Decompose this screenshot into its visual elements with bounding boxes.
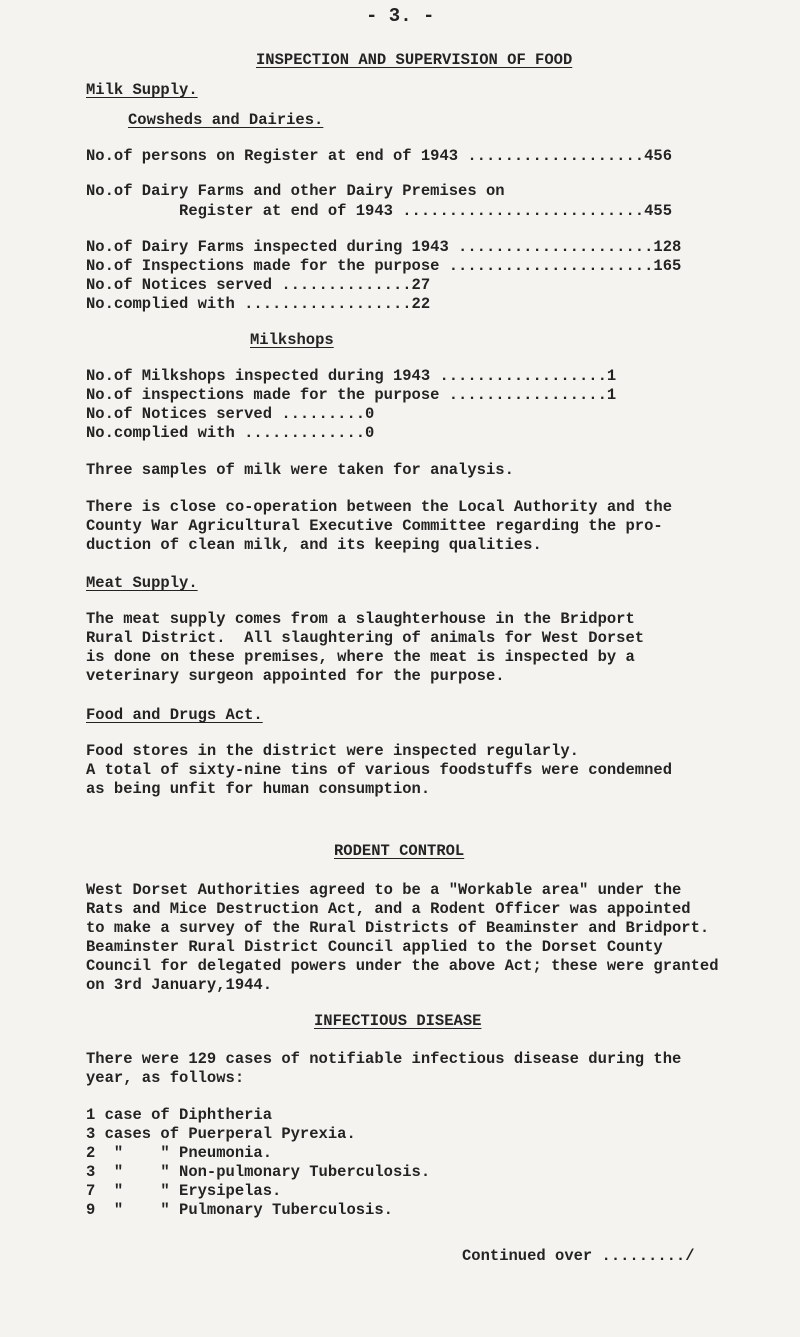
report-heading: INSPECTION AND SUPERVISION OF FOOD (256, 51, 573, 69)
disease-case-item: 2 " " Pneumonia. (86, 1144, 273, 1162)
milk-row: No.of Dairy Farms and other Dairy Premises on (86, 182, 505, 200)
milk-samples-paragraph: Three samples of milk were taken for analysis. (86, 461, 514, 479)
page-number: - 3. - (366, 5, 435, 27)
milk-row: No.of Notices served ..............27 (86, 276, 431, 294)
rodent-line: Council for delegated powers under the above Act; these were granted (86, 957, 719, 975)
infectious-disease-heading: INFECTIOUS DISEASE (314, 1012, 482, 1030)
food-drugs-line: as being unfit for human consumption. (86, 780, 431, 798)
disease-case-item: 7 " " Erysipelas. (86, 1182, 282, 1200)
disease-case-item: 9 " " Pulmonary Tuberculosis. (86, 1201, 393, 1219)
milkshop-row: No.of Notices served .........0 (86, 405, 375, 423)
milk-row: No.of Inspections made for the purpose ......................165 (86, 257, 682, 275)
milkshop-row: No.of inspections made for the purpose .................1 (86, 386, 617, 404)
rodent-control-heading: RODENT CONTROL (334, 842, 465, 860)
meat-line: The meat supply comes from a slaughterhouse in the Bridport (86, 610, 635, 628)
cooperation-line: There is close co-operation between the Local Authority and the (86, 498, 672, 516)
milkshop-row: No.of Milkshops inspected during 1943 ..................1 (86, 367, 617, 385)
meat-line: Rural District. All slaughtering of animals for West Dorset (86, 629, 645, 647)
rodent-line: West Dorset Authorities agreed to be a "Workable area" under the (86, 881, 682, 899)
cooperation-line: duction of clean milk, and its keeping qualities. (86, 536, 542, 554)
continued-over-footer: Continued over ........./ (462, 1247, 695, 1265)
rodent-line: on 3rd January,1944. (86, 976, 273, 994)
milk-row: No.complied with ..................22 (86, 295, 431, 313)
meat-supply-heading: Meat Supply. (86, 574, 198, 592)
cowsheds-heading: Cowsheds and Dairies. (128, 111, 324, 129)
food-drugs-line: Food stores in the district were inspected regularly. (86, 742, 579, 760)
milk-row: No.of persons on Register at end of 1943 ...................456 (86, 147, 672, 165)
milk-row: Register at end of 1943 ..........................455 (86, 202, 672, 220)
rodent-line: Beaminster Rural District Council applied to the Dorset County (86, 938, 663, 956)
cooperation-line: County War Agricultural Executive Committee regarding the pro- (86, 517, 663, 535)
meat-line: veterinary surgeon appointed for the purpose. (86, 667, 505, 685)
rodent-line: to make a survey of the Rural Districts of Beaminster and Bridport. (86, 919, 710, 937)
milkshops-heading: Milkshops (250, 331, 334, 349)
disease-case-item: 1 case of Diphtheria (86, 1106, 273, 1124)
disease-case-item: 3 " " Non-pulmonary Tuberculosis. (86, 1163, 431, 1181)
disease-case-item: 3 cases of Puerperal Pyrexia. (86, 1125, 356, 1143)
infectious-intro-line: There were 129 cases of notifiable infectious disease during the (86, 1050, 682, 1068)
milk-supply-heading: Milk Supply. (86, 81, 198, 99)
food-drugs-heading: Food and Drugs Act. (86, 706, 263, 724)
rodent-line: Rats and Mice Destruction Act, and a Rodent Officer was appointed (86, 900, 691, 918)
infectious-intro-line: year, as follows: (86, 1069, 245, 1087)
meat-line: is done on these premises, where the meat is inspected by a (86, 648, 635, 666)
milkshop-row: No.complied with .............0 (86, 424, 375, 442)
milk-row: No.of Dairy Farms inspected during 1943 .....................128 (86, 238, 682, 256)
food-drugs-line: A total of sixty-nine tins of various foodstuffs were condemned (86, 761, 672, 779)
